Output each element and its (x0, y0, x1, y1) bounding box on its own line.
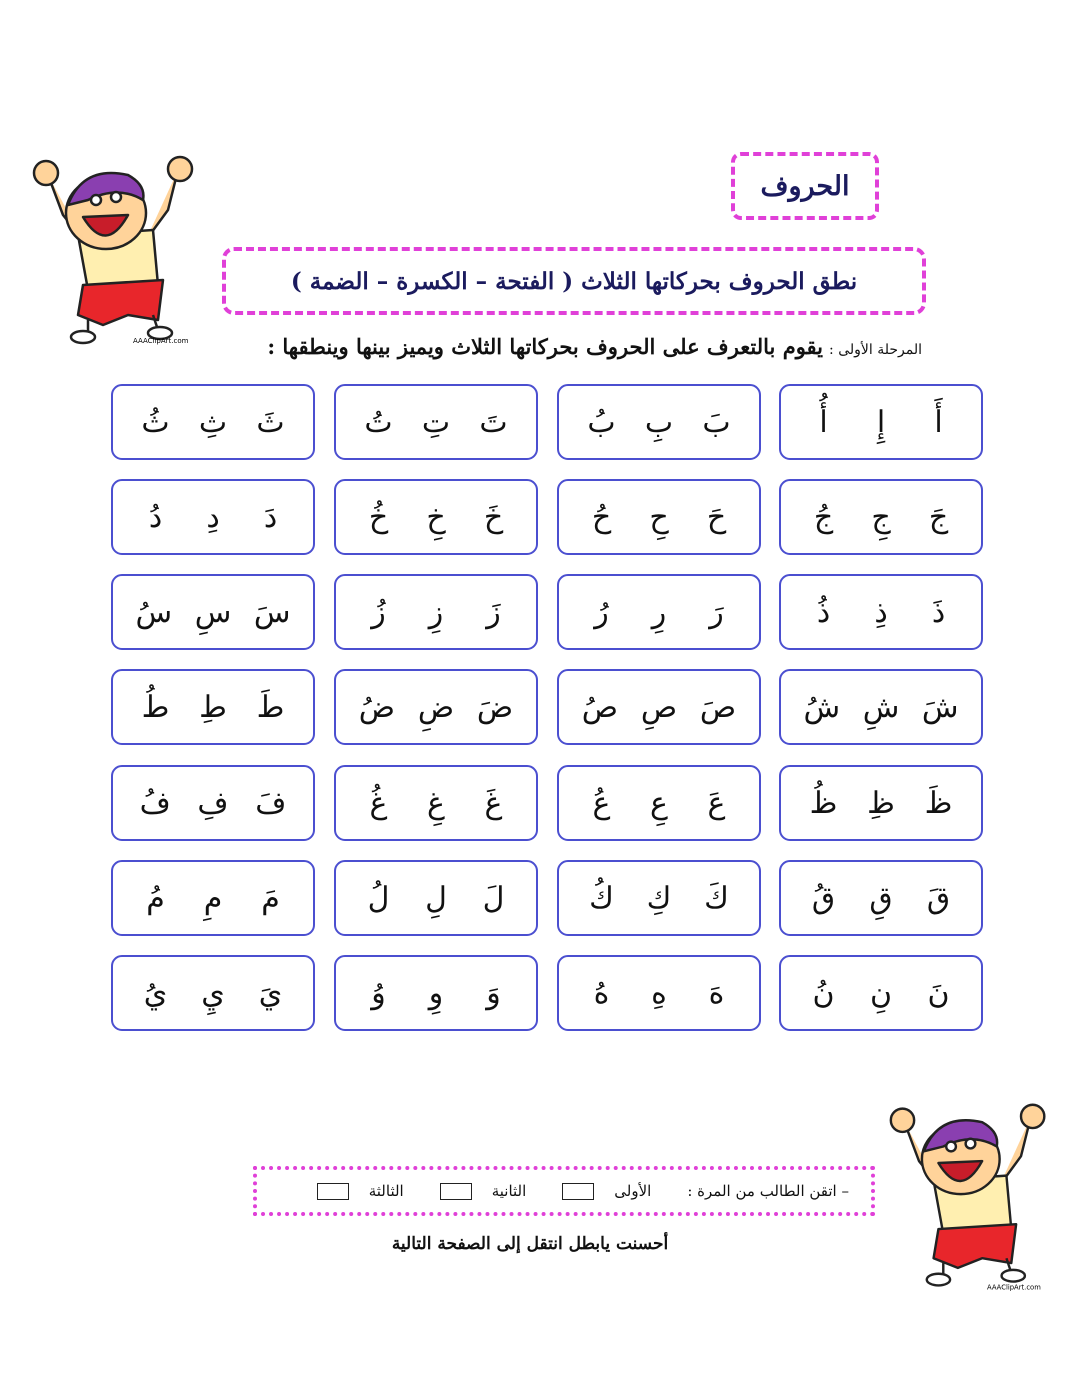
letter-damma: حُ (591, 499, 612, 535)
letter-fatha: ضَ (476, 689, 514, 725)
letter-card (111, 669, 315, 745)
letter-damma: شُ (803, 689, 841, 725)
letter-kasra: عِ (650, 785, 668, 821)
letter-fatha: قَ (926, 880, 951, 916)
letter-fatha: تَ (479, 404, 508, 440)
letter-damma: ذُ (816, 594, 831, 630)
letter-card (111, 574, 315, 650)
letter-kasra: ثِ (198, 404, 228, 440)
letter-fatha: رَ (709, 594, 724, 630)
letter-kasra: خِ (426, 499, 446, 535)
letter-fatha: زَ (486, 594, 501, 630)
letter-damma: ضُ (358, 689, 396, 725)
letter-damma: مُ (146, 880, 165, 916)
letter-card (779, 479, 983, 555)
letter-damma: بُ (587, 404, 616, 440)
letter-kasra: بِ (644, 404, 674, 440)
letter-card (111, 955, 315, 1031)
letter-damma: ثُ (141, 404, 170, 440)
letter-kasra: فِ (197, 785, 229, 821)
letter-card (334, 860, 538, 936)
mastery-third-label: الثالثة (368, 1182, 404, 1200)
stage-label: المرحلة الأولى : (829, 342, 922, 358)
letter-kasra: مِ (203, 880, 223, 916)
stage-description (226, 334, 922, 370)
letter-card (779, 860, 983, 936)
letter-damma: زُ (371, 594, 386, 630)
letter-card (334, 479, 538, 555)
letter-kasra: ظِ (867, 785, 895, 821)
letter-damma: وُ (371, 975, 386, 1011)
letter-fatha: طَ (256, 689, 285, 725)
letter-card (111, 479, 315, 555)
letter-damma: خُ (368, 499, 389, 535)
instruction-text: نطق الحروف بحركاتها الثلاث ( الفتحة – الكسرة – الضمة ) (290, 267, 858, 295)
letter-card (334, 384, 538, 460)
letter-damma: يُ (143, 975, 168, 1011)
letter-damma: فُ (139, 785, 171, 821)
letter-fatha: كَ (704, 880, 729, 916)
letter-damma: دُ (148, 499, 163, 535)
letter-fatha: جَ (928, 499, 949, 535)
mastery-tracker (253, 1166, 875, 1216)
letter-kasra: لِ (425, 880, 447, 916)
clipart-credit-bottom: AAAClipArt.com (987, 1283, 1041, 1292)
letter-card (334, 955, 538, 1031)
page-title (731, 152, 879, 220)
letter-fatha: ذَ (931, 594, 946, 630)
letter-kasra: دِ (206, 499, 220, 535)
letter-damma: لُ (367, 880, 390, 916)
letter-card (557, 669, 761, 745)
letter-damma: غُ (369, 785, 388, 821)
letter-fatha: بَ (702, 404, 731, 440)
letter-kasra: جِ (871, 499, 891, 535)
letter-fatha: حَ (706, 499, 727, 535)
letter-damma: ظُ (809, 785, 838, 821)
letter-kasra: غِ (427, 785, 445, 821)
letter-kasra: إِ (876, 404, 886, 440)
letter-kasra: ضِ (417, 689, 455, 725)
letter-damma: طُ (141, 689, 170, 725)
letter-fatha: يَ (258, 975, 283, 1011)
letter-card (557, 574, 761, 650)
letter-card (334, 765, 538, 841)
letter-kasra: هِ (651, 975, 667, 1011)
letter-fatha: وَ (486, 975, 501, 1011)
cheering-kid-illustration-top (28, 155, 203, 345)
letter-card (557, 479, 761, 555)
page-title-text: الحروف (760, 170, 850, 202)
letter-card (779, 384, 983, 460)
letter-kasra: شِ (862, 689, 900, 725)
letter-card (557, 765, 761, 841)
cheering-kid-illustration-bottom (885, 1100, 1055, 1295)
letter-card (779, 669, 983, 745)
letter-damma: رُ (594, 594, 609, 630)
letter-kasra: نِ (869, 975, 893, 1011)
letter-damma: أُ (819, 404, 828, 440)
letter-card (779, 955, 983, 1031)
mastery-third-checkbox[interactable] (317, 1183, 349, 1200)
letter-kasra: حِ (649, 499, 669, 535)
letter-damma: عُ (592, 785, 611, 821)
mastery-second-checkbox[interactable] (440, 1183, 472, 1200)
letter-kasra: طِ (199, 689, 227, 725)
letter-kasra: ذِ (874, 594, 888, 630)
letter-fatha: عَ (707, 785, 726, 821)
letter-card (111, 384, 315, 460)
letter-damma: سُ (135, 594, 173, 630)
letter-kasra: كِ (646, 880, 672, 916)
mastery-prefix: – اتقن الطالب من المرة : (687, 1182, 849, 1200)
letter-fatha: خَ (483, 499, 504, 535)
letter-damma: جُ (813, 499, 834, 535)
letter-card (557, 955, 761, 1031)
letter-card (779, 765, 983, 841)
letter-fatha: شَ (921, 689, 959, 725)
clipart-credit: AAAClipArt.com (133, 337, 189, 345)
letter-card (779, 574, 983, 650)
letter-fatha: ظَ (924, 785, 953, 821)
letter-card (111, 860, 315, 936)
letter-fatha: أَ (934, 404, 943, 440)
mastery-second-label: الثانية (491, 1182, 527, 1200)
mastery-first-label: الأولى (614, 1182, 652, 1200)
letter-fatha: غَ (484, 785, 503, 821)
letter-fatha: سَ (253, 594, 291, 630)
letter-damma: هُ (593, 975, 610, 1011)
letter-fatha: لَ (482, 880, 505, 916)
letter-card (111, 765, 315, 841)
letter-kasra: زِ (428, 594, 444, 630)
letter-card (334, 669, 538, 745)
stage-text: يقوم بالتعرف على الحروف بحركاتها الثلاث ويميز بينها وينطقها : (267, 334, 824, 359)
letter-damma: نُ (812, 975, 835, 1011)
letter-damma: تُ (364, 404, 393, 440)
letter-kasra: قِ (869, 880, 893, 916)
letter-kasra: تِ (421, 404, 451, 440)
letter-kasra: صِ (640, 689, 678, 725)
letter-kasra: رِ (651, 594, 667, 630)
letter-damma: صُ (581, 689, 619, 725)
letter-card (557, 384, 761, 460)
letter-card (557, 860, 761, 936)
letter-fatha: دَ (263, 499, 278, 535)
instruction-banner (222, 247, 926, 315)
letter-fatha: هَ (708, 975, 725, 1011)
letter-fatha: نَ (927, 975, 950, 1011)
letter-card (334, 574, 538, 650)
letter-damma: قُ (811, 880, 836, 916)
letter-kasra: يِ (201, 975, 225, 1011)
letter-kasra: وِ (428, 975, 444, 1011)
letter-damma: كُ (589, 880, 614, 916)
letter-fatha: ثَ (256, 404, 285, 440)
letter-fatha: صَ (699, 689, 737, 725)
letter-fatha: مَ (261, 880, 280, 916)
letter-fatha: فَ (255, 785, 287, 821)
mastery-first-checkbox[interactable] (562, 1183, 594, 1200)
encouragement-text: أحسنت يابطل انتقل إلى الصفحة التالية (391, 1234, 669, 1254)
letter-kasra: سِ (194, 594, 232, 630)
